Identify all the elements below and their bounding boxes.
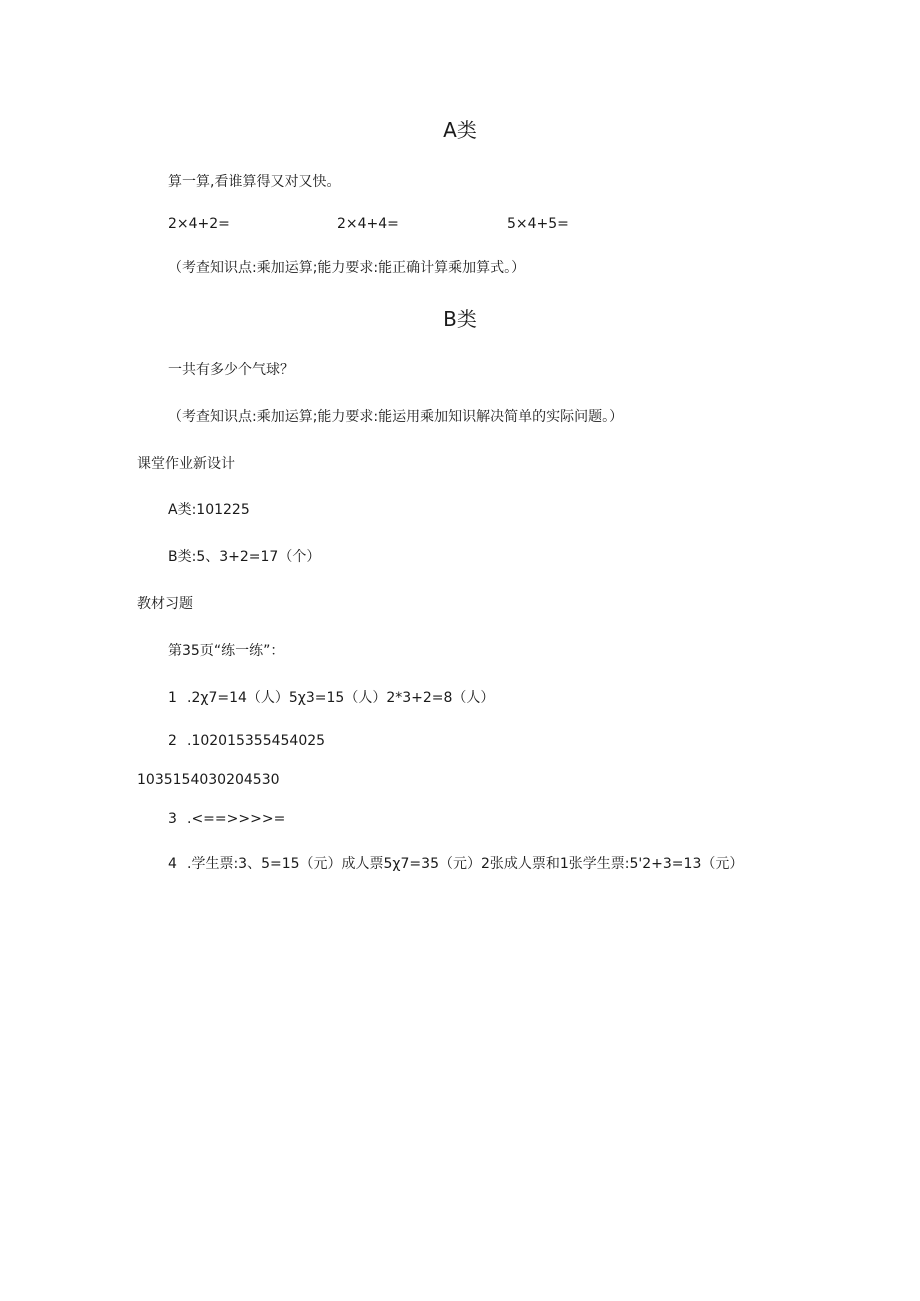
- textbook-item-continuation: 1035154030204530: [137, 772, 280, 788]
- section-b-note: （考查知识点:乘加运算;能力要求:能运用乘加知识解决简单的实际问题。）: [168, 409, 624, 425]
- section-a-heading: A类: [443, 118, 477, 142]
- textbook-item-num: 1: [168, 690, 177, 706]
- textbook-item-text: .2χ7=14（人）5χ3=15（人）2*3+2=8（人）: [187, 690, 495, 706]
- textbook-item-text: .<==>>>>=: [187, 811, 286, 827]
- textbook-item-text: .102015355454025: [187, 733, 326, 749]
- textbook-title: 教材习题: [137, 596, 193, 612]
- exercise-1: 2×4+2=: [168, 216, 230, 232]
- textbook-page-ref: 第35页“练一练”：: [168, 643, 285, 659]
- homework-title: 课堂作业新设计: [137, 456, 235, 472]
- textbook-item-text: .学生票:3、5=15（元）成人票5χ7=35（元）2张成人票和1张学生票:5'2+3=13（元）: [187, 856, 744, 872]
- section-b-question: 一共有多少个气球？: [168, 362, 294, 378]
- homework-answer-a: A类:101225: [168, 502, 250, 518]
- exercise-2: 2×4+4=: [337, 216, 399, 232]
- section-a-instruction: 算一算,看谁算得又对又快。: [168, 174, 341, 190]
- textbook-item-num: 2: [168, 733, 177, 749]
- homework-answer-b: B类:5、3+2=17（个）: [168, 549, 321, 565]
- textbook-item-num: 3: [168, 811, 177, 827]
- section-a-note: （考查知识点:乘加运算;能力要求:能正确计算乘加算式。）: [168, 260, 526, 276]
- section-b-heading: B类: [443, 307, 477, 331]
- textbook-item-num: 4: [168, 856, 177, 872]
- exercise-3: 5×4+5=: [507, 216, 569, 232]
